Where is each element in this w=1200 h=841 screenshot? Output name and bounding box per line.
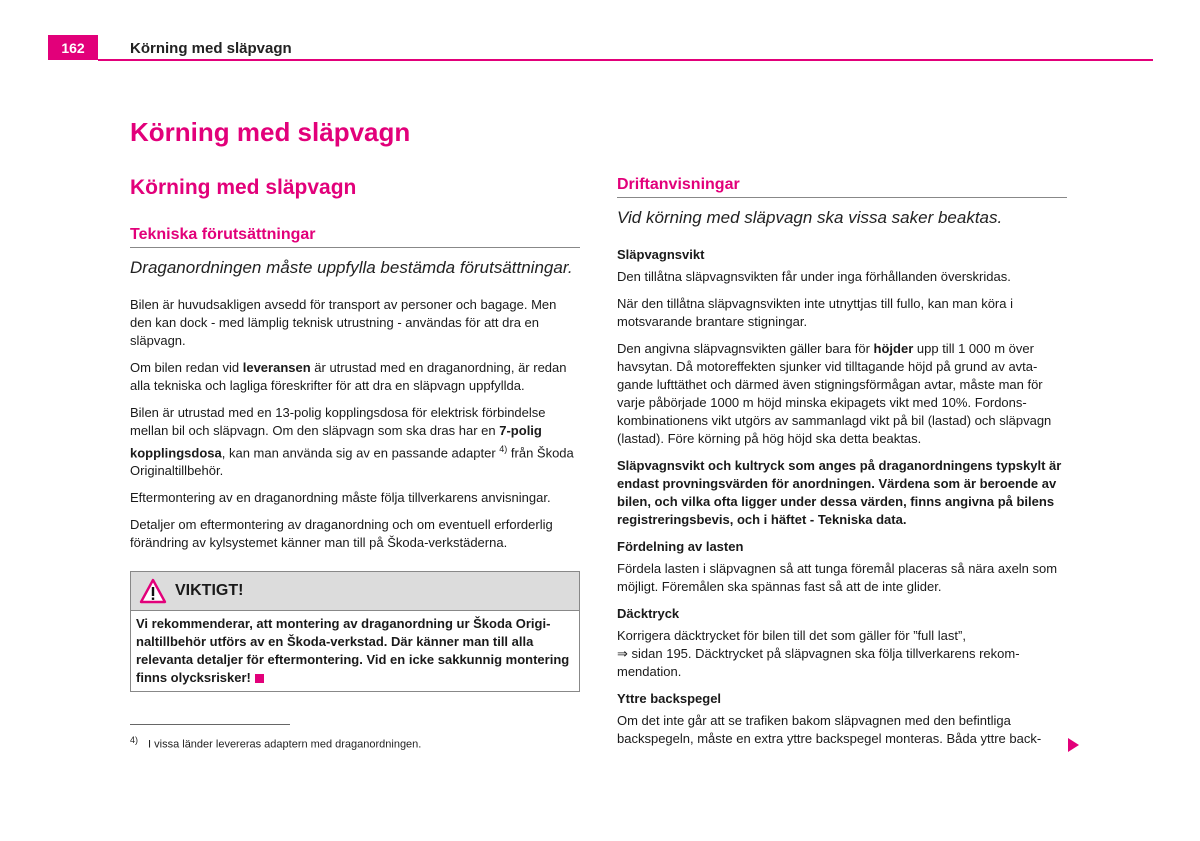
paragraph: Den angivna släpvagnsvikten gäller bara för höjder upp till 1 000 m över havsytan. Då motoreffekten sjunker vid tilltagande höjd på grund av avtagande lufttäthet och därmed även stigningsförmågan avtar, måste man för varje påbörjade 1000 m höjd minska ekipagets vikt med 10%. Fordonskombinationens vikt utgörs av sammanlagd vikt på bil (lastad) och släpvagn (lastad). Före körning på hög höjd ska detta beaktas. <box>617 341 1052 446</box>
cross-reference-link[interactable]: ⇒ <box>617 646 628 661</box>
running-title: Körning med släpvagn <box>130 40 292 57</box>
paragraph: Släpvagnsvikt och kultryck som anges på draganordningens typskylt är endast provningsvärden för anordningen. Värdena som är beroende av bilen, och vilka ofta ligger under dessa värden, finns angivna på bilens registreringsbevis, och i häftet - Tekniska data. <box>617 458 1062 527</box>
footnote: $^{4)}$ I vissa länder levereras adaptern med draganordningen. <box>130 735 422 751</box>
left-column <box>130 176 580 692</box>
page-number: 162 <box>48 35 98 60</box>
paragraph: Eftermontering av en draganordning måste följa tillverkarens anvisningar. <box>130 490 551 506</box>
paragraph: Om bilen redan vid leveransen är utrustad med en draganordning, är redan alla tekniska och lagliga föreskrifter för att dra en släpvagn uppfyllda. <box>130 360 567 393</box>
heading-slapvagnsvikt: Släpvagnsvikt <box>617 247 705 262</box>
paragraph: Bilen är huvudsakligen avsedd för transport av personer och bagage. Men den kan dock - med lämplig teknisk utrustning - användas för att dra en släpvagn. <box>130 297 557 348</box>
paragraph: Den tillåtna släpvagnsvikten får under inga förhållanden överskridas. <box>617 269 1011 284</box>
warning-text: Vi rekommenderar, att montering av draganordning ur Škoda Originaltillbehör utförs av en Škoda-verkstad. Där känner man till alla relevanta detaljer för eftermontering. Vid en icke sakkunnig montering finns olycksrisker! <box>136 616 570 686</box>
warning-box <box>130 571 580 692</box>
paragraph: Fördela lasten i släpvagnen så att tunga föremål placeras så nära axeln som möjligt. Föremålen ska spännas fast så att de inte glider. <box>617 561 1058 594</box>
paragraph: Detaljer om eftermontering av draganordning och om eventuell erforderlig förändring av kylsystemet känner man till på Škoda-verkstäderna. <box>130 517 553 551</box>
section-title: Körning med släpvagn <box>130 176 357 199</box>
footnote-rule <box>130 724 290 725</box>
paragraph: Om det inte går att se trafiken bakom släpvagnen med den befintliga backspegeln, måste en extra yttre backspegel monteras. Båda yttre back- <box>617 713 1042 746</box>
paragraph: Korrigera däcktrycket för bilen till det som gäller för ”full last”, ⇒ sidan 195. Däcktrycket på släpvagnen ska följa tillverkarens rekommendation. <box>617 628 1020 679</box>
subsection-title-drift: Driftanvisningar <box>617 176 1067 198</box>
lead-text: Draganordningen måste uppfylla bestämda förutsättningar. <box>130 258 573 277</box>
right-column <box>617 176 1067 757</box>
heading-dacktryck: Däcktryck <box>617 606 680 621</box>
header-rule <box>98 59 1153 61</box>
warning-header <box>131 572 579 611</box>
continue-arrow-icon <box>1068 738 1079 752</box>
footnote-ref: 4) <box>499 444 508 454</box>
warning-triangle-icon <box>139 578 167 604</box>
lead-text: Vid körning med släpvagn ska vissa saker beaktas. <box>617 208 1003 227</box>
heading-backspegel: Yttre backspegel <box>617 691 722 706</box>
heading-fordelning: Fördelning av lasten <box>617 539 744 554</box>
warning-title: VIKTIGT! <box>175 582 244 600</box>
end-mark-icon <box>255 674 264 683</box>
subsection-title-tekniska: Tekniska förutsättningar <box>130 226 580 248</box>
paragraph: När den tillåtna släpvagnsvikten inte utnyttjas till fullo, kan man köra i motsvarande brantare stigningar. <box>617 296 1013 329</box>
paragraph: Bilen är utrustad med en 13-polig kopplingsdosa för elektrisk förbindelse mellan bil och släpvagn. Om den släpvagn som ska dras har en 7-polig kopplingsdosa, kan man använda sig av en passande adapter $^{4)}$ från Škoda Originaltillbehör. <box>130 405 574 479</box>
main-title: Körning med släpvagn <box>130 117 411 147</box>
